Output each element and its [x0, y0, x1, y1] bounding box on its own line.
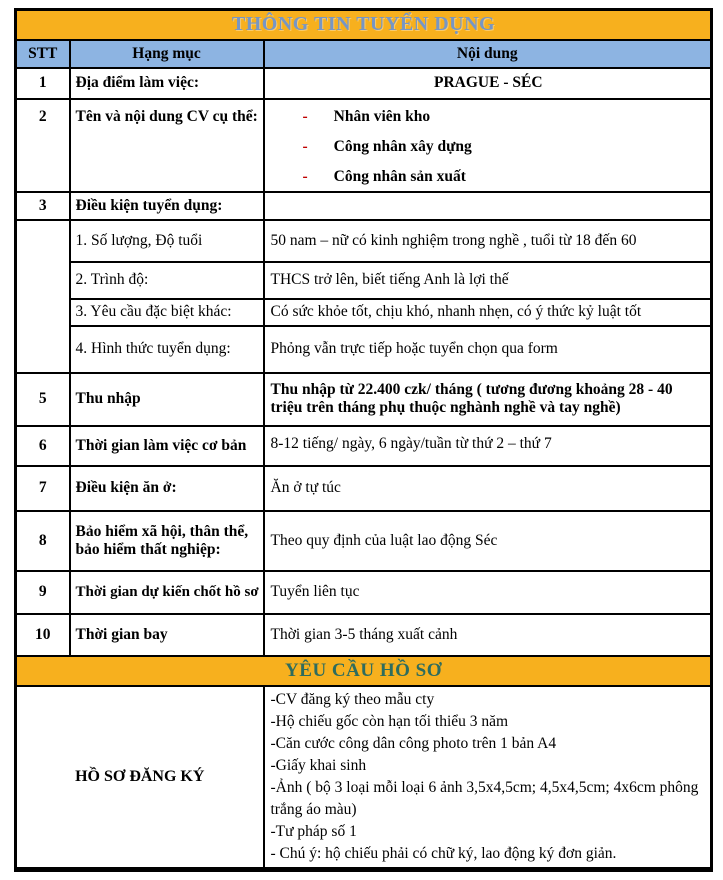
red-dash-bullet: -	[302, 167, 308, 185]
row-6-label: Thời gian làm việc cơ bản	[70, 426, 264, 466]
cv-item	[271, 138, 707, 156]
cv-item	[271, 108, 707, 126]
row-10-stt: 10	[16, 614, 70, 656]
row-2-content	[264, 99, 712, 192]
sub-row-1-content: 50 nam – nữ có kinh nghiệm trong nghề , tuổi từ 18 đến 60	[264, 220, 712, 262]
row-5-content: Thu nhập từ 22.400 czk/ tháng ( tương đương khoảng 28 - 40 triệu trên tháng phụ thuộc nghành nghề và tay nghề)	[264, 373, 712, 426]
registration-item: -Ảnh ( bộ 3 loại mỗi loại 6 ảnh 3,5x4,5cm; 4,5x4,5cm; 4x6cm phông trắng áo màu)	[270, 778, 699, 818]
row-8-content: Theo quy định của luật lao động Séc	[264, 511, 712, 571]
registration-label: HỒ SƠ ĐĂNG KÝ	[16, 686, 264, 870]
registration-item: -Tư pháp số 1	[270, 822, 357, 840]
registration-item: -Căn cước công dân công photo trên 1 bản A4	[270, 734, 557, 752]
row-1-label: Địa điểm làm việc:	[70, 68, 264, 99]
recruitment-table	[14, 8, 713, 872]
header-stt: STT	[16, 40, 70, 68]
row-9-stt: 9	[16, 571, 70, 614]
cv-item-label: Công nhân xây dựng	[333, 137, 472, 155]
cv-item	[271, 168, 707, 186]
sub-row-4-content: Phỏng vẫn trực tiếp hoặc tuyển chọn qua form	[264, 326, 712, 373]
registration-item: -Giấy khai sinh	[270, 756, 367, 774]
recruitment-info-banner	[16, 10, 712, 40]
row-3-content	[264, 192, 712, 220]
row-1-content: PRAGUE - SÉC	[264, 68, 712, 99]
row-8-label: Bảo hiểm xã hội, thân thể, bảo hiểm thất nghiệp:	[70, 511, 264, 571]
row-3-stt: 3	[16, 192, 70, 220]
row-7-content: Ăn ở tự túc	[264, 466, 712, 511]
row-6-stt: 6	[16, 426, 70, 466]
row-3-merged-stt-cell	[16, 220, 70, 373]
row-7-label: Điều kiện ăn ở:	[70, 466, 264, 511]
row-2-label: Tên và nội dung CV cụ thể:	[70, 99, 264, 192]
row-6-content: 8-12 tiếng/ ngày, 6 ngày/tuần từ thứ 2 – thứ 7	[264, 426, 712, 466]
row-7-stt: 7	[16, 466, 70, 511]
sub-row-1-label: 1. Số lượng, Độ tuổi	[70, 220, 264, 262]
registration-item: -Hộ chiếu gốc còn hạn tối thiểu 3 năm	[270, 712, 509, 730]
registration-item: - Chú ý: hộ chiếu phải có chữ ký, lao động ký đơn giản.	[270, 844, 617, 862]
row-9-content: Tuyển liên tục	[264, 571, 712, 614]
sub-row-3-label: 3. Yêu cầu đặc biệt khác:	[70, 299, 264, 326]
red-dash-bullet: -	[302, 107, 308, 125]
row-10-label: Thời gian bay	[70, 614, 264, 656]
sub-row-2-label: 2. Trình độ:	[70, 262, 264, 299]
registration-list	[264, 686, 712, 870]
requirements-banner	[16, 656, 712, 686]
sub-row-3-content: Có sức khỏe tốt, chịu khó, nhanh nhẹn, có ý thức kỷ luật tốt	[264, 299, 712, 326]
registration-item: -CV đăng ký theo mẫu cty	[270, 690, 435, 708]
red-dash-bullet: -	[302, 137, 308, 155]
header-content: Nội dung	[264, 40, 712, 68]
row-2-stt: 2	[16, 99, 70, 192]
row-1-stt: 1	[16, 68, 70, 99]
sub-row-2-content: THCS trở lên, biết tiếng Anh là lợi thế	[264, 262, 712, 299]
row-8-stt: 8	[16, 511, 70, 571]
row-3-label: Điều kiện tuyển dụng:	[70, 192, 264, 220]
row-9-label: Thời gian dự kiến chốt hồ sơ	[70, 571, 264, 614]
row-10-content: Thời gian 3-5 tháng xuất cảnh	[264, 614, 712, 656]
row-5-label: Thu nhập	[70, 373, 264, 426]
row-5-stt: 5	[16, 373, 70, 426]
recruitment-info-title: THÔNG TIN TUYỂN DỤNG	[231, 13, 496, 36]
requirements-banner-title: YÊU CẦU HỒ SƠ	[285, 659, 442, 681]
sub-row-4-label: 4. Hình thức tuyển dụng:	[70, 326, 264, 373]
cv-item-label: Công nhân sản xuất	[333, 167, 466, 185]
header-category: Hạng mục	[70, 40, 264, 68]
cv-item-label: Nhân viên kho	[333, 107, 431, 125]
